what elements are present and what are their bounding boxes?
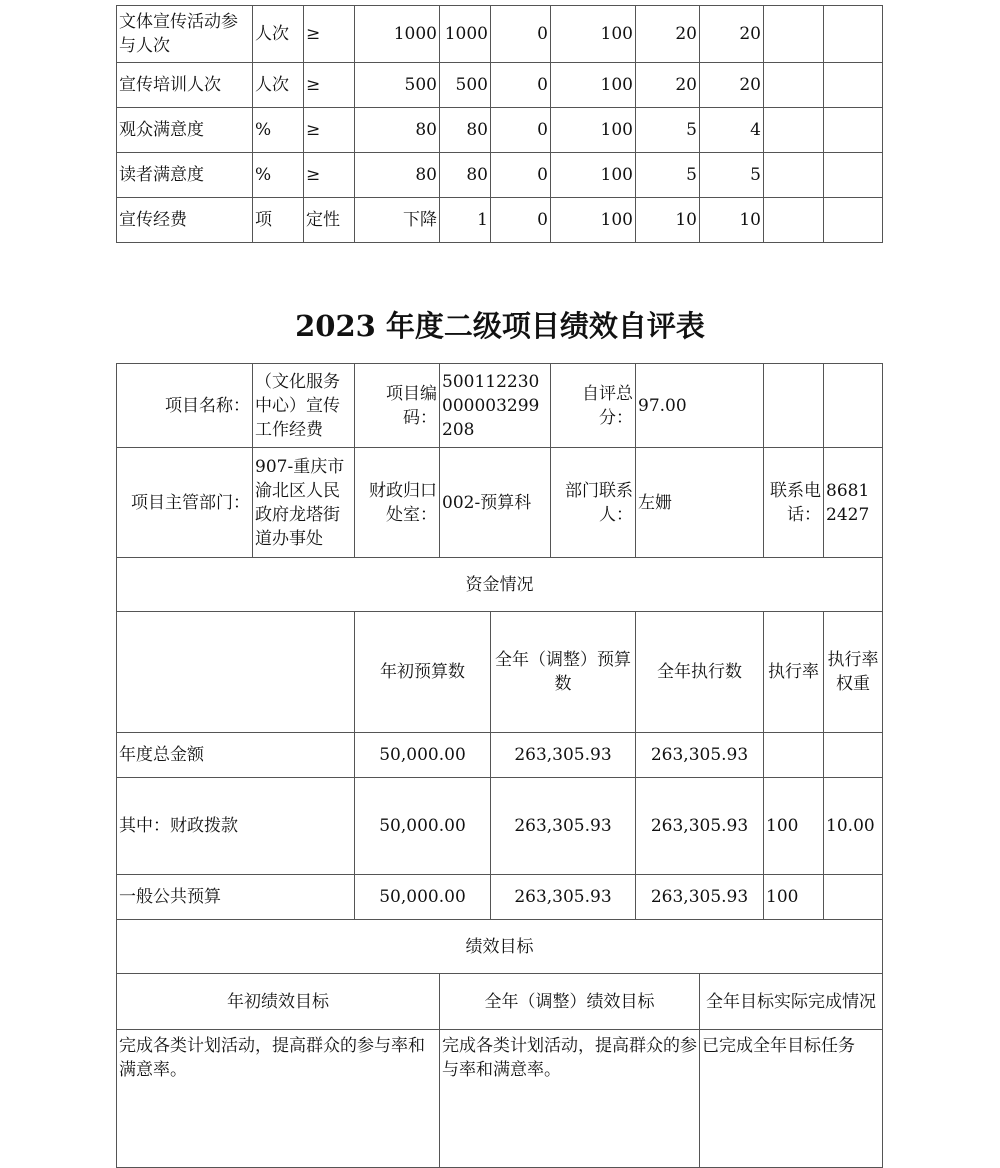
indicator-target: 500 [355,63,440,108]
header-adjusted-budget: 全年（调整）预算数 [491,612,636,733]
empty-cell [764,153,824,198]
project-code: 500112230000003299208 [440,364,551,448]
indicator-actual: 500 [440,63,491,108]
indicator-deviation: 0 [491,63,551,108]
phone-label: 联系电话： [764,448,824,558]
empty-cell [824,63,883,108]
funds-initial: 50,000.00 [355,778,491,875]
funds-weight: 10.00 [824,778,883,875]
indicator-unit: % [253,108,304,153]
indicator-actual: 1 [440,198,491,243]
finance-office-label: 财政归口处室： [355,448,440,558]
department: 907-重庆市渝北区人民政府龙塔街道办事处 [253,448,355,558]
indicator-name: 宣传培训人次 [117,63,253,108]
indicator-score: 4 [700,108,764,153]
indicator-actual: 80 [440,108,491,153]
project-name-label: 项目名称： [117,364,253,448]
self-evaluation-table [116,363,883,1168]
empty-cell [824,198,883,243]
indicator-name: 文体宣传活动参与人次 [117,6,253,63]
adjusted-goal-text: 完成各类计划活动，提高群众的参与率和满意率。 [440,1030,700,1168]
funds-section-row [117,558,883,612]
funds-rate: 100 [764,875,824,920]
empty-cell [764,198,824,243]
page-title: 2023 年度二级项目绩效自评表 [295,309,705,343]
indicator-unit: % [253,153,304,198]
empty-cell [764,63,824,108]
self-score-label: 自评总分： [551,364,636,448]
project-name: （文化服务中心）宣传工作经费 [253,364,355,448]
indicator-weight: 10 [636,198,700,243]
funds-executed: 263,305.93 [636,875,764,920]
indicator-target: 80 [355,108,440,153]
indicator-operator: ≥ [304,6,355,63]
indicator-name: 读者满意度 [117,153,253,198]
header-executed: 全年执行数 [636,612,764,733]
goals-section-row [117,920,883,974]
indicator-rate: 100 [551,198,636,243]
funds-rate [764,733,824,778]
indicator-deviation: 0 [491,6,551,63]
funds-adjusted: 263,305.93 [491,875,636,920]
indicator-operator: 定性 [304,198,355,243]
empty-cell [764,364,824,448]
indicator-score: 20 [700,6,764,63]
funds-weight [824,875,883,920]
indicator-operator: ≥ [304,108,355,153]
funds-adjusted: 263,305.93 [491,733,636,778]
header-execution-rate: 执行率 [764,612,824,733]
finance-office: 002-预算科 [440,448,551,558]
indicator-score: 5 [700,153,764,198]
indicator-unit: 人次 [253,6,304,63]
funds-row [117,778,883,875]
indicator-name: 宣传经费 [117,198,253,243]
project-info-row [117,364,883,448]
funds-row-label: 其中：财政拨款 [117,778,355,875]
indicator-row [117,153,883,198]
empty-cell [764,108,824,153]
self-score: 97.00 [636,364,764,448]
goals-content-row [117,1030,883,1168]
indicator-score: 20 [700,63,764,108]
indicator-name: 观众满意度 [117,108,253,153]
indicator-rate: 100 [551,153,636,198]
indicator-actual: 1000 [440,6,491,63]
indicator-unit: 人次 [253,63,304,108]
indicator-weight: 5 [636,108,700,153]
indicator-deviation: 0 [491,108,551,153]
indicator-deviation: 0 [491,198,551,243]
empty-cell [824,6,883,63]
indicator-row [117,198,883,243]
indicator-score: 10 [700,198,764,243]
funds-row [117,875,883,920]
contact-person: 左姗 [636,448,764,558]
empty-cell [764,6,824,63]
indicator-weight: 5 [636,153,700,198]
indicator-target: 80 [355,153,440,198]
goals-header-row [117,974,883,1030]
phone-number: 86812427 [824,448,883,558]
indicator-row [117,6,883,63]
header-initial-goal: 年初绩效目标 [117,974,440,1030]
indicator-target: 1000 [355,6,440,63]
goals-section-title: 绩效目标 [117,920,883,974]
indicator-rate: 100 [551,63,636,108]
indicator-unit: 项 [253,198,304,243]
indicator-table [116,5,883,243]
empty-cell [824,153,883,198]
header-rate-weight: 执行率权重 [824,612,883,733]
funds-executed: 263,305.93 [636,778,764,875]
header-actual-completion: 全年目标实际完成情况 [700,974,883,1030]
funds-adjusted: 263,305.93 [491,778,636,875]
indicator-deviation: 0 [491,153,551,198]
initial-goal-text: 完成各类计划活动，提高群众的参与率和满意率。 [117,1030,440,1168]
indicator-operator: ≥ [304,63,355,108]
indicator-operator: ≥ [304,153,355,198]
indicator-rate: 100 [551,108,636,153]
department-label: 项目主管部门： [117,448,253,558]
funds-row [117,733,883,778]
empty-cell [117,612,355,733]
indicator-weight: 20 [636,63,700,108]
actual-completion-text: 已完成全年目标任务 [700,1030,883,1168]
funds-initial: 50,000.00 [355,733,491,778]
funds-row-label: 一般公共预算 [117,875,355,920]
funds-initial: 50,000.00 [355,875,491,920]
header-initial-budget: 年初预算数 [355,612,491,733]
empty-cell [824,108,883,153]
funds-row-label: 年度总金额 [117,733,355,778]
funds-section-title: 资金情况 [117,558,883,612]
empty-cell [824,364,883,448]
indicator-row [117,63,883,108]
funds-executed: 263,305.93 [636,733,764,778]
indicator-actual: 80 [440,153,491,198]
indicator-weight: 20 [636,6,700,63]
indicator-row [117,108,883,153]
contact-label: 部门联系人： [551,448,636,558]
indicator-rate: 100 [551,6,636,63]
funds-header-row [117,612,883,733]
department-info-row [117,448,883,558]
project-code-label: 项目编码： [355,364,440,448]
header-adjusted-goal: 全年（调整）绩效目标 [440,974,700,1030]
funds-weight [824,733,883,778]
funds-rate: 100 [764,778,824,875]
indicator-target: 下降 [355,198,440,243]
